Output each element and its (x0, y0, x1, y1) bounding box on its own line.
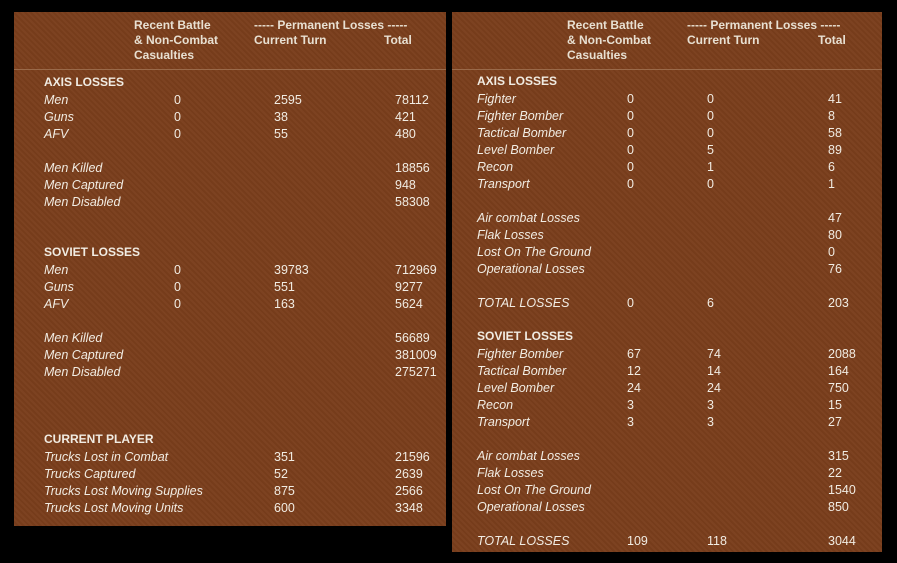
row-label: Lost On The Ground (477, 245, 591, 259)
table-row (452, 227, 882, 244)
section-title: CURRENT PLAYER (44, 432, 154, 446)
current-turn-value: 14 (707, 364, 721, 378)
row-label: Men Killed (44, 331, 103, 345)
recent-value: 109 (627, 534, 648, 548)
header-permanent: ----- Permanent Losses ----- (687, 18, 841, 32)
total-value: 22 (828, 466, 842, 480)
row-label: Fighter Bomber (477, 347, 564, 361)
header-current-turn: Current Turn (254, 33, 327, 47)
table-row (452, 176, 882, 193)
current-turn-value: 0 (707, 126, 714, 140)
row-label: Tactical Bomber (477, 364, 567, 378)
recent-value: 3 (627, 398, 634, 412)
row-label: Trucks Lost Moving Supplies (44, 484, 203, 498)
row-label: Lost On The Ground (477, 483, 591, 497)
table-row (14, 92, 446, 109)
current-turn-value: 38 (274, 110, 288, 124)
row-label: Fighter (477, 92, 516, 106)
row-label: Tactical Bomber (477, 126, 567, 140)
row-label: Guns (44, 280, 74, 294)
recent-value: 0 (174, 263, 181, 277)
current-turn-value: 0 (707, 177, 714, 191)
header-total: Total (384, 33, 412, 47)
table-row (452, 397, 882, 414)
table-row (452, 142, 882, 159)
table-row (14, 500, 446, 517)
column-headers (14, 18, 446, 68)
current-turn-value: 2595 (274, 93, 302, 107)
total-value: 2088 (828, 347, 856, 361)
total-value: 78112 (395, 93, 429, 107)
section-heading (14, 244, 446, 261)
total-value: 750 (828, 381, 849, 395)
current-turn-value: 52 (274, 467, 288, 481)
total-value: 275271 (395, 365, 437, 379)
row-label: Air combat Losses (477, 211, 580, 225)
table-row (14, 194, 446, 211)
table-row (14, 160, 446, 177)
section-title: SOVIET LOSSES (44, 245, 141, 259)
header-recent-line3: Casualties (567, 48, 628, 62)
table-row (452, 363, 882, 380)
row-label: Men Disabled (44, 195, 121, 209)
row-label: Men Captured (44, 348, 124, 362)
table-row (14, 483, 446, 500)
row-label: Flak Losses (477, 466, 544, 480)
current-turn-value: 1 (707, 160, 714, 174)
total-value: 315 (828, 449, 849, 463)
header-divider (14, 69, 446, 70)
section-title: AXIS LOSSES (477, 74, 558, 88)
total-value: 948 (395, 178, 416, 192)
total-value: 850 (828, 500, 849, 514)
total-value: 3348 (395, 501, 423, 515)
row-label: Operational Losses (477, 262, 585, 276)
total-value: 2639 (395, 467, 423, 481)
header-recent-line2: & Non-Combat (134, 33, 218, 47)
total-value: 58 (828, 126, 842, 140)
header-divider (452, 69, 882, 70)
total-value: 80 (828, 228, 842, 242)
table-row (452, 414, 882, 431)
current-turn-value: 551 (274, 280, 295, 294)
table-row (14, 279, 446, 296)
row-label: Level Bomber (477, 381, 555, 395)
table-row (452, 482, 882, 499)
row-label: AFV (44, 127, 69, 141)
section-heading (452, 73, 882, 90)
row-label: AFV (44, 297, 69, 311)
row-label: Air combat Losses (477, 449, 580, 463)
current-turn-value: 118 (707, 534, 727, 548)
current-turn-value: 55 (274, 127, 288, 141)
total-value: 480 (395, 127, 416, 141)
total-value: 1540 (828, 483, 856, 497)
row-label: Trucks Lost Moving Units (44, 501, 184, 515)
current-turn-value: 875 (274, 484, 295, 498)
row-label: Guns (44, 110, 74, 124)
total-value: 1 (828, 177, 835, 191)
current-turn-value: 3 (707, 398, 714, 412)
total-value: 58308 (395, 195, 430, 209)
current-turn-value: 163 (274, 297, 295, 311)
total-value: 27 (828, 415, 842, 429)
recent-value: 0 (627, 126, 634, 140)
row-label: TOTAL LOSSES (477, 296, 570, 310)
total-value: 164 (828, 364, 849, 378)
current-turn-value: 0 (707, 92, 714, 106)
total-value: 41 (828, 92, 842, 106)
row-label: Recon (477, 160, 514, 174)
recent-value: 12 (627, 364, 641, 378)
total-value: 381009 (395, 348, 437, 362)
recent-value: 0 (627, 177, 634, 191)
header-recent-line1: Recent Battle (567, 18, 644, 32)
row-label: Operational Losses (477, 500, 585, 514)
current-turn-value: 3 (707, 415, 714, 429)
recent-value: 24 (627, 381, 641, 395)
section-heading (14, 431, 446, 448)
total-value: 76 (828, 262, 842, 276)
section-heading (452, 328, 882, 345)
total-value: 47 (828, 211, 842, 225)
recent-value: 0 (174, 93, 181, 107)
row-label: Flak Losses (477, 228, 544, 242)
table-row (14, 126, 446, 143)
total-value: 6 (828, 160, 835, 174)
row-label: Men Captured (44, 178, 124, 192)
table-row (452, 261, 882, 278)
total-value: 0 (828, 245, 835, 259)
table-row (14, 347, 446, 364)
right-losses-panel (452, 12, 882, 552)
row-label: Level Bomber (477, 143, 555, 157)
table-row (452, 210, 882, 227)
total-value: 56689 (395, 331, 430, 345)
section-heading (14, 74, 446, 91)
current-turn-value: 39783 (274, 263, 309, 277)
row-label: Men (44, 93, 69, 107)
table-row (14, 109, 446, 126)
recent-value: 67 (627, 347, 641, 361)
recent-value: 0 (627, 296, 634, 310)
header-recent-line2: & Non-Combat (567, 33, 651, 47)
total-value: 712969 (395, 263, 437, 277)
table-row (14, 364, 446, 381)
column-headers (452, 18, 882, 68)
recent-value: 0 (627, 143, 634, 157)
section-title: AXIS LOSSES (44, 75, 125, 89)
row-label: Men (44, 263, 69, 277)
row-label: Men Disabled (44, 365, 121, 379)
total-value: 2566 (395, 484, 423, 498)
total-value: 421 (395, 110, 416, 124)
total-value: 21596 (395, 450, 430, 464)
table-row (452, 465, 882, 482)
table-row (14, 330, 446, 347)
row-label: Men Killed (44, 161, 103, 175)
table-row (452, 448, 882, 465)
recent-value: 0 (174, 297, 181, 311)
table-row (452, 91, 882, 108)
table-row (14, 466, 446, 483)
current-turn-value: 24 (707, 381, 721, 395)
left-losses-panel (14, 12, 446, 526)
total-value: 5624 (395, 297, 423, 311)
table-row (452, 346, 882, 363)
current-turn-value: 0 (707, 109, 714, 123)
table-row (452, 159, 882, 176)
row-label: Trucks Captured (44, 467, 136, 481)
section-title: SOVIET LOSSES (477, 329, 574, 343)
table-row (14, 262, 446, 279)
row-label: Recon (477, 398, 514, 412)
total-value: 15 (828, 398, 842, 412)
recent-value: 3 (627, 415, 634, 429)
current-turn-value: 74 (707, 347, 721, 361)
row-label: Trucks Lost in Combat (44, 450, 169, 464)
table-row (452, 125, 882, 142)
recent-value: 0 (174, 110, 181, 124)
table-row (452, 380, 882, 397)
header-recent-line1: Recent Battle (134, 18, 211, 32)
total-row (452, 295, 882, 312)
current-turn-value: 351 (274, 450, 295, 464)
current-turn-value: 5 (707, 143, 714, 157)
row-label: Fighter Bomber (477, 109, 564, 123)
total-value: 3044 (828, 534, 856, 548)
total-value: 8 (828, 109, 835, 123)
table-row (452, 244, 882, 261)
row-label: TOTAL LOSSES (477, 534, 570, 548)
table-row (14, 177, 446, 194)
table-row (452, 108, 882, 125)
row-label: Transport (477, 415, 530, 429)
total-value: 203 (828, 296, 849, 310)
header-current-turn: Current Turn (687, 33, 760, 47)
current-turn-value: 6 (707, 296, 714, 310)
table-row (14, 296, 446, 313)
total-value: 9277 (395, 280, 423, 294)
row-label: Transport (477, 177, 530, 191)
header-total: Total (818, 33, 846, 47)
total-row (452, 533, 882, 550)
table-row (452, 499, 882, 516)
header-recent-line3: Casualties (134, 48, 195, 62)
header-permanent: ----- Permanent Losses ----- (254, 18, 408, 32)
recent-value: 0 (627, 109, 634, 123)
current-turn-value: 600 (274, 501, 295, 515)
recent-value: 0 (627, 160, 634, 174)
recent-value: 0 (174, 127, 181, 141)
total-value: 18856 (395, 161, 430, 175)
recent-value: 0 (627, 92, 634, 106)
table-row (14, 449, 446, 466)
recent-value: 0 (174, 280, 181, 294)
total-value: 89 (828, 143, 842, 157)
